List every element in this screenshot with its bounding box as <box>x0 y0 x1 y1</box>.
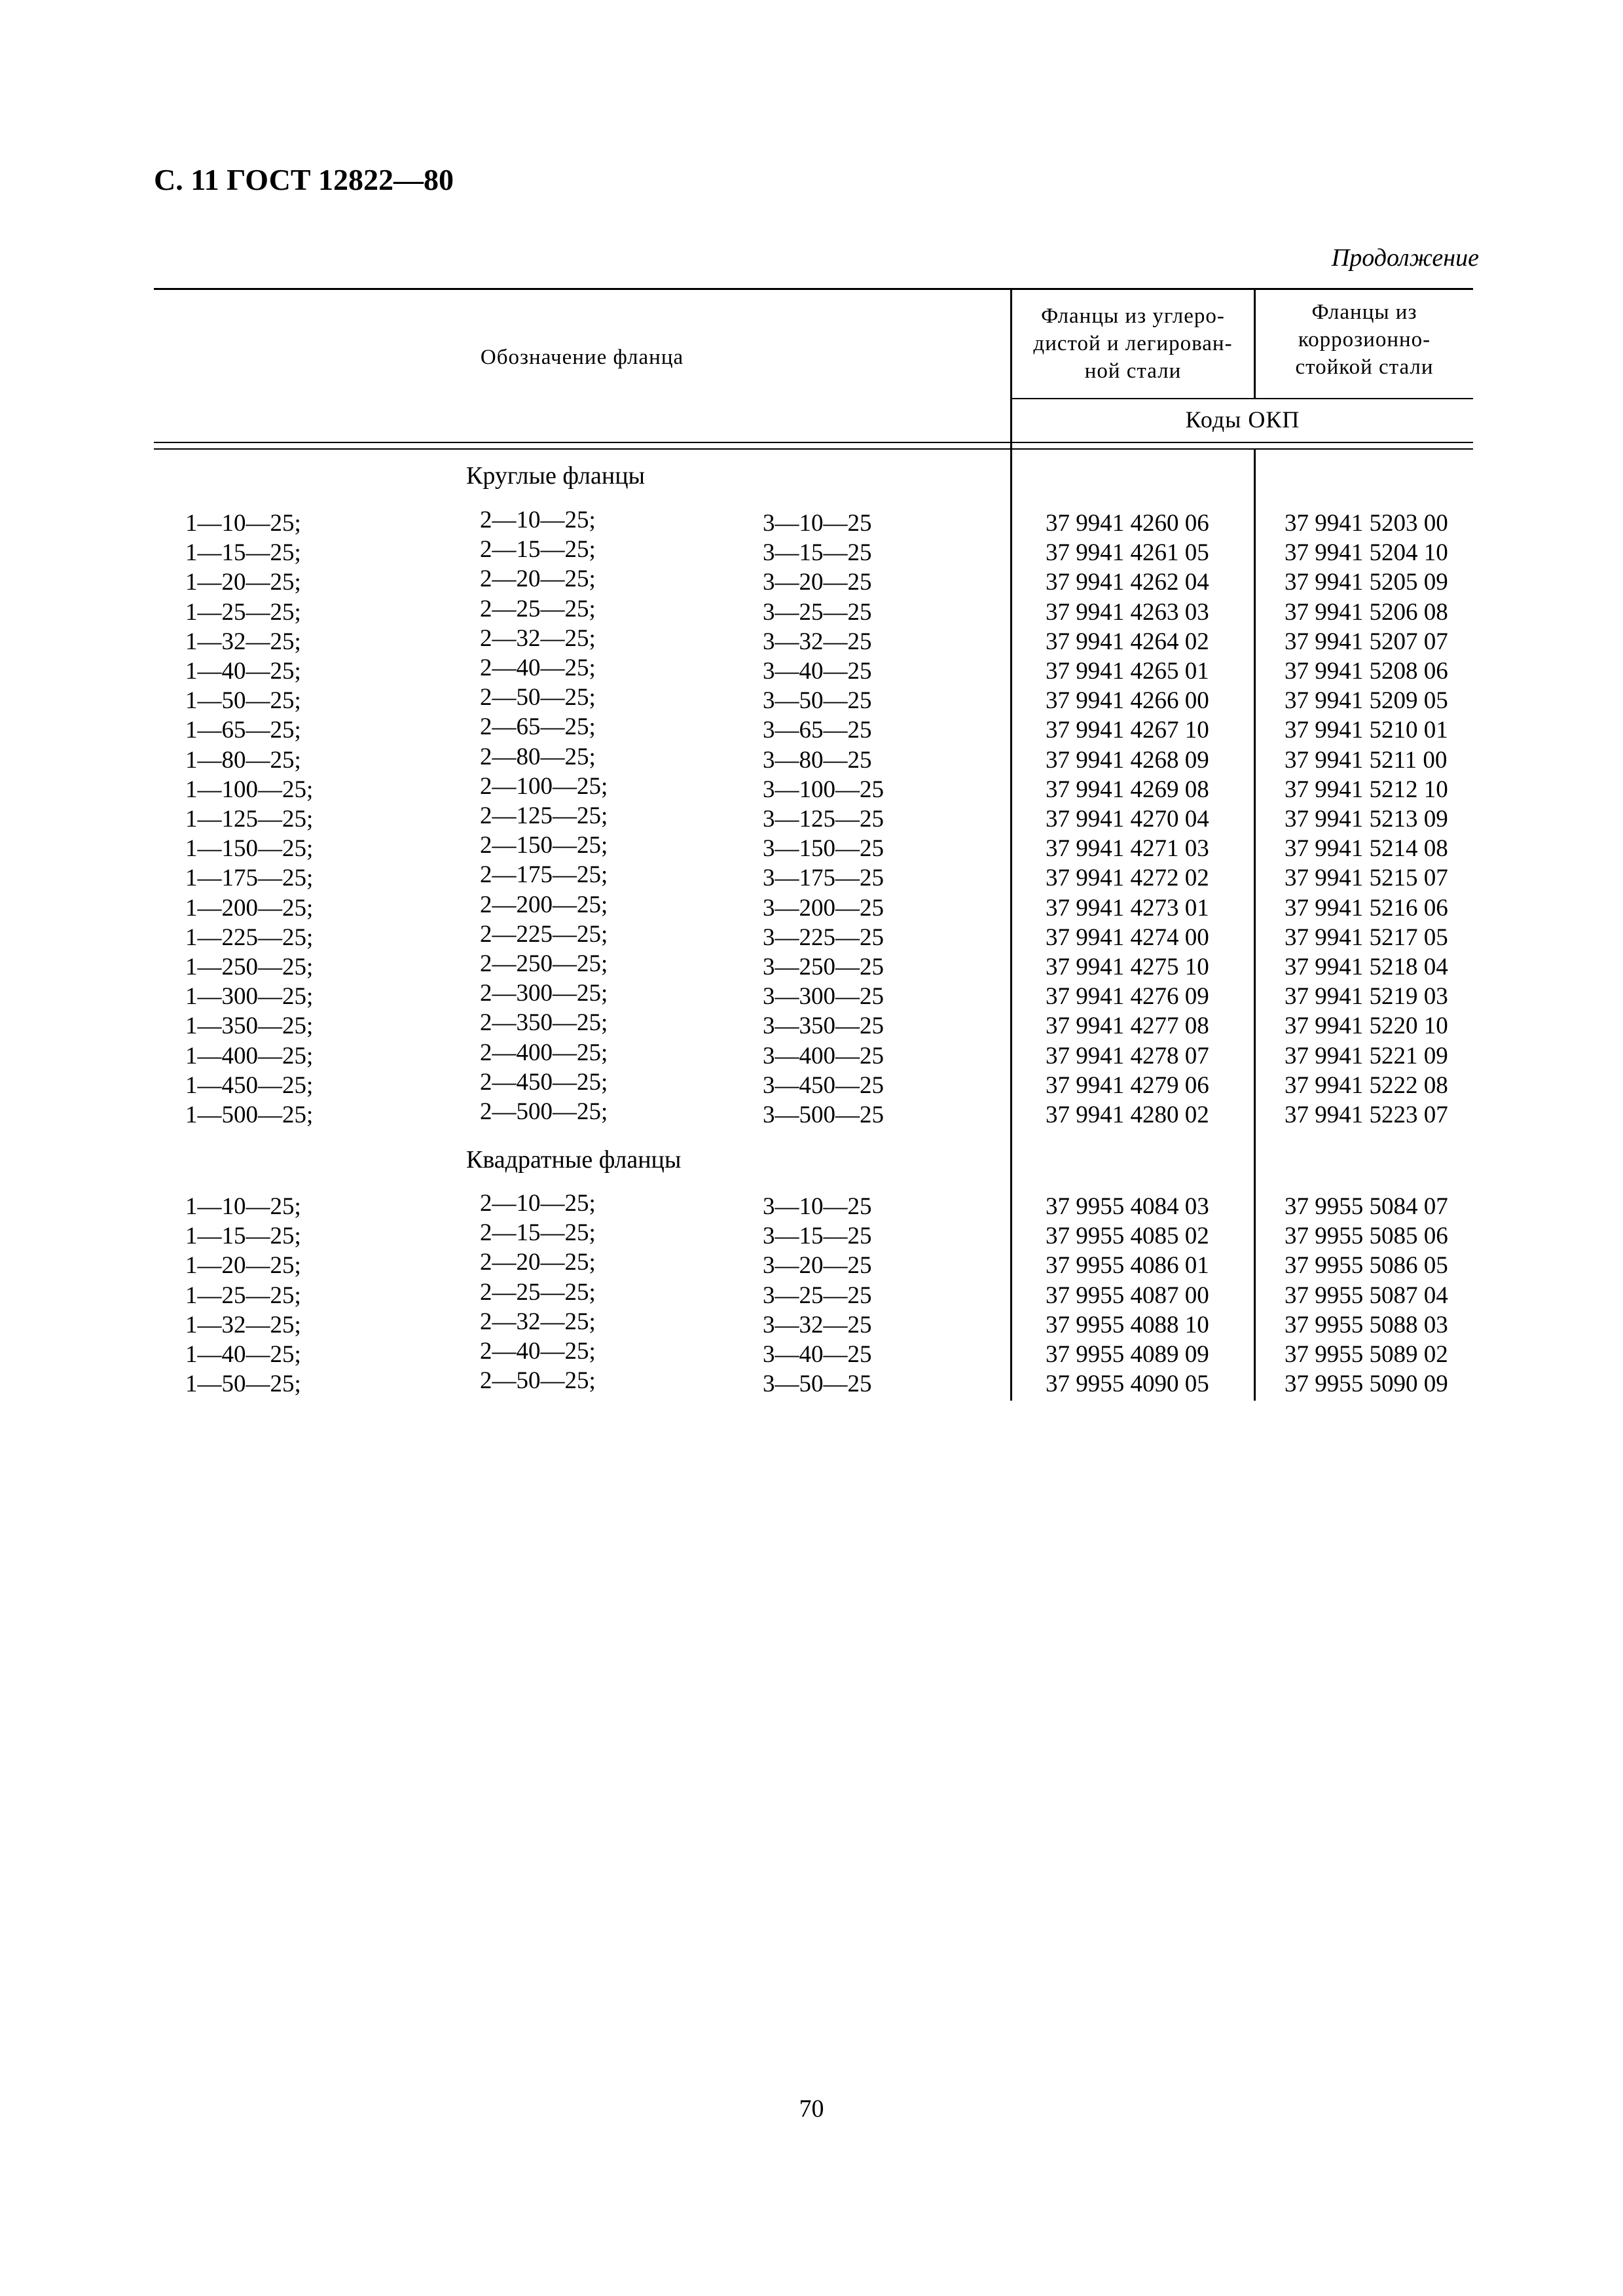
table-cell: 3—40—25 <box>763 1341 872 1368</box>
table-cell: 37 9941 5214 08 <box>1285 835 1448 863</box>
table-cell: 3—125—25 <box>763 806 884 833</box>
table-cell: 37 9955 5090 09 <box>1285 1371 1448 1398</box>
table-cell: 37 9941 4275 10 <box>1046 954 1209 980</box>
table-cell: 37 9955 4086 01 <box>1046 1252 1209 1280</box>
table-cell: 1—32—25; <box>185 628 301 655</box>
table-cell: 3—250—25 <box>763 954 884 980</box>
table-cell: 2—200—25; <box>480 891 608 918</box>
table-cell: 3—300—25 <box>763 983 884 1011</box>
table-cell: 3—32—25 <box>763 628 872 655</box>
table-cell: 1—400—25; <box>185 1042 314 1069</box>
table-cell: 37 9941 4277 08 <box>1046 1013 1209 1040</box>
table-cell: 2—10—25; <box>480 507 596 533</box>
table-cell: 1—65—25; <box>185 717 301 744</box>
table-cell: 37 9941 4266 00 <box>1046 687 1209 715</box>
table-cell: 1—20—25; <box>185 569 301 596</box>
table-cell: 3—225—25 <box>763 924 884 951</box>
table-cell: 37 9955 4088 10 <box>1046 1311 1209 1338</box>
table-cell: 2—350—25; <box>480 1009 608 1037</box>
table-cell: 3—65—25 <box>763 717 872 744</box>
table-cell: 37 9941 5207 07 <box>1285 628 1448 655</box>
table-cell: 37 9941 4265 01 <box>1046 658 1209 685</box>
section-title-round: Круглые фланцы <box>466 462 646 490</box>
table-cell: 2—80—25; <box>480 743 596 770</box>
table-cell: 3—15—25 <box>763 1223 872 1250</box>
table-cell: 3—25—25 <box>763 598 872 626</box>
stainless-steel-header: Фланцы из коррозионно- стойкой стали <box>1295 300 1434 379</box>
table-cell: 37 9941 5209 05 <box>1285 687 1448 715</box>
table-cell: 2—125—25; <box>480 802 608 829</box>
table-cell: 1—10—25; <box>185 1193 301 1220</box>
table-cell: 2—40—25; <box>480 1338 596 1365</box>
table-cell: 3—50—25 <box>763 687 872 715</box>
table-cell: 2—32—25; <box>480 1308 596 1335</box>
table-cell: 37 9955 5086 05 <box>1285 1252 1448 1280</box>
table-cell: 37 9941 5206 08 <box>1285 598 1448 626</box>
table-cell: 37 9941 4261 05 <box>1046 539 1209 567</box>
table-cell: 37 9941 4279 06 <box>1046 1071 1209 1099</box>
table-cell: 2—500—25; <box>480 1098 608 1125</box>
table-cell: 2—10—25; <box>480 1190 596 1217</box>
page-title: С. 11 ГОСТ 12822—80 <box>154 163 454 196</box>
table-cell: 37 9941 5215 07 <box>1285 865 1448 892</box>
table-cell: 2—20—25; <box>480 1249 596 1276</box>
table-cell: 37 9941 4269 08 <box>1046 776 1209 803</box>
table-cell: 1—450—25; <box>185 1071 314 1099</box>
table-cell: 37 9941 4276 09 <box>1046 983 1209 1011</box>
table-cell: 37 9955 4084 03 <box>1046 1193 1209 1220</box>
table-cell: 1—350—25; <box>185 1013 314 1040</box>
table-cell: 37 9941 5221 09 <box>1285 1042 1448 1069</box>
table-cell: 37 9941 4271 03 <box>1046 835 1209 863</box>
table-cell: 1—10—25; <box>185 510 301 537</box>
table-cell: 1—40—25; <box>185 658 301 685</box>
table-cell: 1—25—25; <box>185 1282 301 1309</box>
table-cell: 1—50—25; <box>185 687 301 715</box>
carbon-steel-header: Фланцы из углеро- дистой и легирован- ной стали <box>1033 304 1233 383</box>
table-cell: 3—80—25 <box>763 746 872 774</box>
table-cell: 1—125—25; <box>185 806 314 833</box>
okp-codes-header: Коды ОКП <box>1185 406 1300 433</box>
table-cell: 3—20—25 <box>763 569 872 596</box>
table-cell: 1—500—25; <box>185 1102 314 1128</box>
table-cell: 3—400—25 <box>763 1042 884 1069</box>
table-cell: 2—225—25; <box>480 920 608 948</box>
table-cell: 2—50—25; <box>480 684 596 711</box>
table-cell: 37 9941 4264 02 <box>1046 628 1209 655</box>
table-cell: 37 9941 4272 02 <box>1046 865 1209 892</box>
table-cell: 37 9941 5219 03 <box>1285 983 1448 1011</box>
table-cell: 2—450—25; <box>480 1068 608 1096</box>
table-cell: 3—10—25 <box>763 1193 872 1220</box>
table-cell: 2—400—25; <box>480 1039 608 1066</box>
table-cell: 2—150—25; <box>480 832 608 859</box>
header-double-rule-1 <box>154 442 1473 443</box>
table-cell: 3—500—25 <box>763 1102 884 1128</box>
table-cell: 3—40—25 <box>763 658 872 685</box>
table-cell: 37 9955 5089 02 <box>1285 1341 1448 1368</box>
table-top-rule <box>154 288 1473 290</box>
table-cell: 37 9955 5087 04 <box>1285 1282 1448 1309</box>
table-cell: 37 9941 5204 10 <box>1285 539 1448 567</box>
table-cell: 2—175—25; <box>480 861 608 889</box>
table-cell: 2—15—25; <box>480 1219 596 1247</box>
table-cell: 37 9941 4280 02 <box>1046 1102 1209 1128</box>
table-cell: 37 9941 4260 06 <box>1046 510 1209 537</box>
table-cell: 37 9941 4270 04 <box>1046 806 1209 833</box>
column-divider-2-body <box>1254 450 1256 1401</box>
continuation-label: Продолжение <box>1331 244 1479 272</box>
table-cell: 37 9941 4263 03 <box>1046 598 1209 626</box>
table-cell: 1—80—25; <box>185 746 301 774</box>
table-cell: 37 9955 4085 02 <box>1046 1223 1209 1250</box>
table-cell: 2—100—25; <box>480 772 608 800</box>
table-cell: 2—65—25; <box>480 713 596 741</box>
table-cell: 37 9941 5203 00 <box>1285 510 1448 537</box>
table-cell: 37 9941 5210 01 <box>1285 717 1448 744</box>
table-cell: 1—15—25; <box>185 539 301 567</box>
table-cell: 1—250—25; <box>185 954 314 980</box>
table-cell: 37 9941 5218 04 <box>1285 954 1448 980</box>
table-cell: 37 9955 5084 07 <box>1285 1193 1448 1220</box>
table-cell: 1—150—25; <box>185 835 314 863</box>
table-cell: 3—10—25 <box>763 510 872 537</box>
table-cell: 3—200—25 <box>763 894 884 922</box>
table-cell: 1—200—25; <box>185 894 314 922</box>
table-cell: 3—25—25 <box>763 1282 872 1309</box>
table-cell: 1—20—25; <box>185 1252 301 1280</box>
table-cell: 3—450—25 <box>763 1071 884 1099</box>
table-cell: 37 9955 5085 06 <box>1285 1223 1448 1250</box>
table-cell: 37 9941 4274 00 <box>1046 924 1209 951</box>
table-cell: 2—32—25; <box>480 624 596 652</box>
table-cell: 3—350—25 <box>763 1013 884 1040</box>
table-cell: 2—25—25; <box>480 1278 596 1306</box>
designation-header: Обозначение фланца <box>480 346 684 369</box>
table-cell: 37 9955 4090 05 <box>1046 1371 1209 1398</box>
table-cell: 37 9941 4268 09 <box>1046 746 1209 774</box>
table-cell: 3—20—25 <box>763 1252 872 1280</box>
table-cell: 3—150—25 <box>763 835 884 863</box>
table-cell: 2—40—25; <box>480 655 596 681</box>
table-cell: 3—32—25 <box>763 1311 872 1338</box>
table-cell: 37 9941 5205 09 <box>1285 569 1448 596</box>
table-cell: 37 9941 4278 07 <box>1046 1042 1209 1069</box>
table-cell: 1—175—25; <box>185 865 314 892</box>
table-cell: 2—20—25; <box>480 565 596 593</box>
header-double-rule-2 <box>154 448 1473 450</box>
table-cell: 37 9941 5216 06 <box>1285 894 1448 922</box>
table-cell: 37 9941 5208 06 <box>1285 658 1448 685</box>
table-cell: 3—175—25 <box>763 865 884 892</box>
table-cell: 2—300—25; <box>480 980 608 1007</box>
table-cell: 37 9955 5088 03 <box>1285 1311 1448 1338</box>
table-cell: 3—50—25 <box>763 1371 872 1398</box>
table-cell: 1—32—25; <box>185 1311 301 1338</box>
table-cell: 37 9941 5213 09 <box>1285 806 1448 833</box>
table-cell: 37 9941 5212 10 <box>1285 776 1448 803</box>
table-cell: 1—225—25; <box>185 924 314 951</box>
table-cell: 2—25—25; <box>480 595 596 622</box>
section-title-square: Квадратные фланцы <box>466 1146 682 1174</box>
table-cell: 3—15—25 <box>763 539 872 567</box>
column-divider-1 <box>1010 288 1012 1401</box>
table-cell: 37 9941 4267 10 <box>1046 717 1209 744</box>
table-cell: 1—100—25; <box>185 776 314 803</box>
table-cell: 37 9955 4087 00 <box>1046 1282 1209 1309</box>
table-cell: 37 9941 5223 07 <box>1285 1102 1448 1128</box>
table-cell: 3—100—25 <box>763 776 884 803</box>
table-cell: 37 9955 4089 09 <box>1046 1341 1209 1368</box>
page-number: 70 <box>799 2095 824 2123</box>
table-cell: 1—50—25; <box>185 1371 301 1398</box>
table-cell: 37 9941 5211 00 <box>1285 746 1448 774</box>
table-cell: 37 9941 4262 04 <box>1046 569 1209 596</box>
table-cell: 37 9941 5217 05 <box>1285 924 1448 951</box>
table-cell: 37 9941 5220 10 <box>1285 1013 1448 1040</box>
table-cell: 2—15—25; <box>480 536 596 564</box>
table-cell: 2—250—25; <box>480 950 608 977</box>
table-cell: 37 9941 4273 01 <box>1046 894 1209 922</box>
table-cell: 2—50—25; <box>480 1367 596 1395</box>
table-cell: 1—25—25; <box>185 598 301 626</box>
table-cell: 1—300—25; <box>185 983 314 1011</box>
table-cell: 1—15—25; <box>185 1223 301 1250</box>
table-cell: 1—40—25; <box>185 1341 301 1368</box>
table-cell: 37 9941 5222 08 <box>1285 1071 1448 1099</box>
header-bottom-rule <box>1012 398 1473 399</box>
